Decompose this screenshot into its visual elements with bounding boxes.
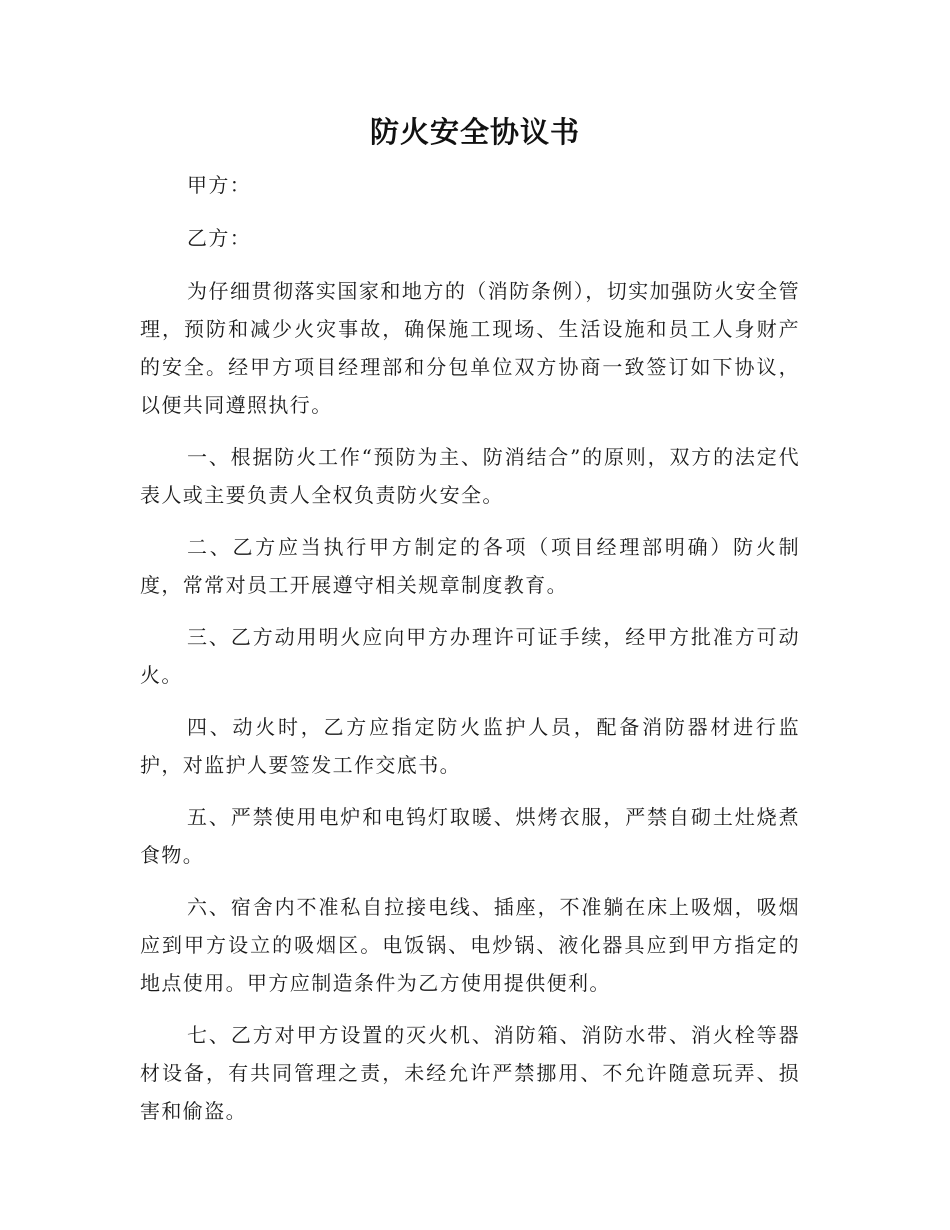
clause-6-paragraph: 六、宿舍内不准私自拉接电线、插座，不准躺在床上吸烟，吸烟应到甲方设立的吸烟区。电饭锅、电炒锅、液化器具应到甲方指定的地点使用。甲方应制造条件为乙方使用提供便利。 <box>140 895 800 995</box>
party-b-line: 乙方： <box>187 226 252 250</box>
preamble-paragraph: 为仔细贯彻落实国家和地方的（消防条例），切实加强防火安全管理，预防和减少火灾事故，确保施工现场、生活设施和员工人身财产的安全。经甲方项目经理部和分包单位双方协商一致签订如下协议，以便共同遵照执行。 <box>140 279 800 417</box>
document-body <box>140 166 800 1144</box>
clause-4-paragraph: 四、动火时，乙方应指定防火监护人员，配备消防器材进行监护，对监护人要签发工作交底书。 <box>140 715 800 777</box>
clause-3-paragraph: 三、乙方动用明火应向甲方办理许可证手续，经甲方批准方可动火。 <box>140 625 800 687</box>
clause-1-paragraph: 一、根据防火工作“预防为主、防消结合”的原则，双方的法定代表人或主要负责人全权负责防火安全。 <box>140 445 800 507</box>
party-a-line: 甲方： <box>187 173 252 197</box>
clause-5-paragraph: 五、严禁使用电炉和电钨灯取暖、烘烤衣服，严禁自砌土灶烧煮食物。 <box>140 805 800 867</box>
document-title: 防火安全协议书 <box>369 115 580 149</box>
clause-2-paragraph: 二、乙方应当执行甲方制定的各项（项目经理部明确）防火制度，常常对员工开展遵守相关规章制度教育。 <box>140 535 800 597</box>
clause-7-paragraph: 七、乙方对甲方设置的灭火机、消防箱、消防水带、消火栓等器材设备，有共同管理之责，未经允许严禁挪用、不允许随意玩弄、损害和偷盗。 <box>140 1023 800 1123</box>
